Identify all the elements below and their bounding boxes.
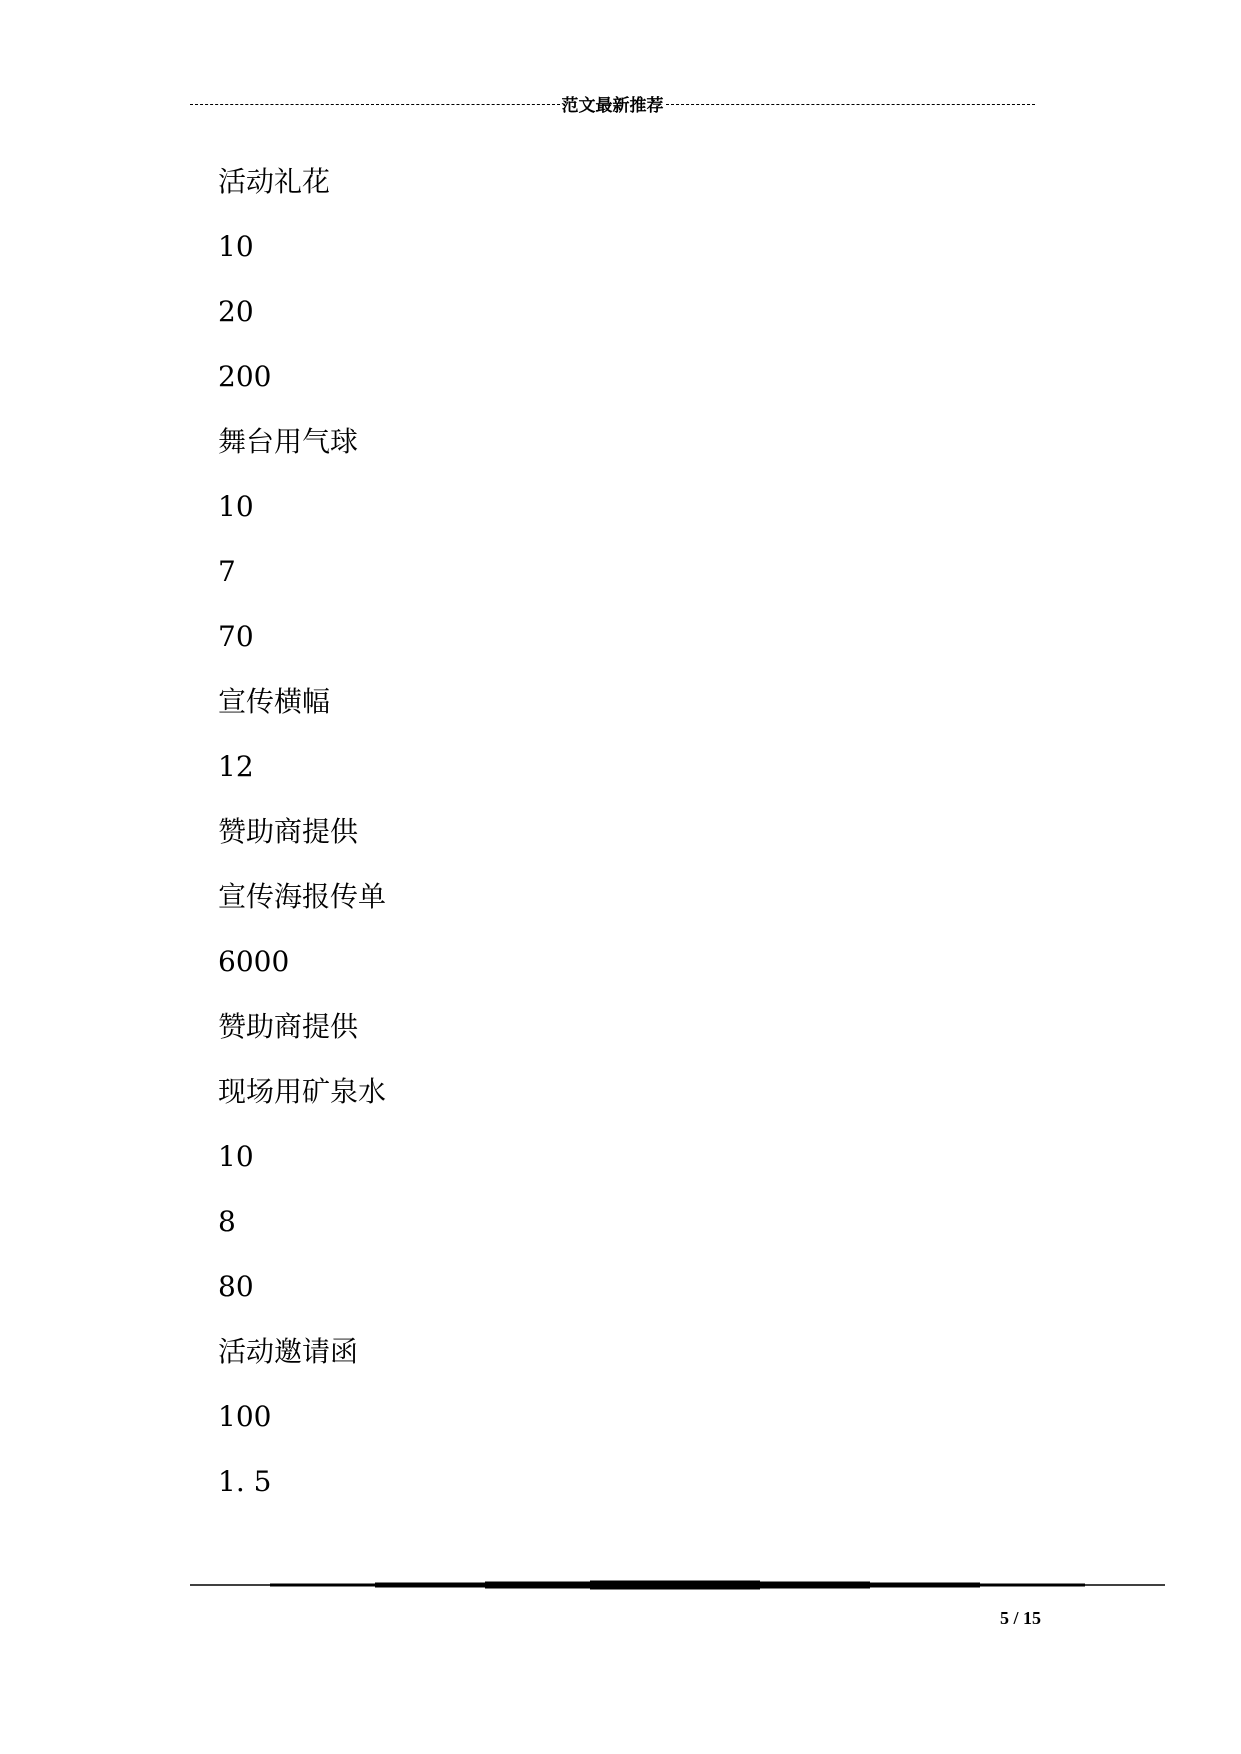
- body-line: 赞助商提供: [218, 1010, 359, 1043]
- body-line: 12: [218, 750, 254, 783]
- body-line: 赞助商提供: [218, 815, 359, 848]
- footer-rule-graphic: [190, 1580, 1165, 1592]
- page-number: 5 / 15: [1000, 1608, 1042, 1628]
- body-line: 80: [218, 1270, 254, 1303]
- header-title: 范文最新推荐: [561, 95, 664, 115]
- body-line: 活动邀请函: [218, 1335, 359, 1368]
- body-line: 200: [218, 360, 272, 393]
- body-line: 现场用矿泉水: [218, 1075, 387, 1108]
- body-line: 7: [218, 555, 236, 588]
- body-line: 6000: [218, 945, 290, 978]
- body-line: 10: [218, 230, 254, 263]
- body-line: 10: [218, 1140, 254, 1173]
- footer-rule: [190, 1580, 1165, 1592]
- body-line: 8: [218, 1205, 236, 1238]
- body-line: 宣传横幅: [218, 685, 331, 718]
- body-line: 宣传海报传单: [218, 880, 387, 913]
- header-dashes-left: [190, 104, 560, 105]
- body-line: 活动礼花: [218, 165, 331, 198]
- body-line: 1. 5: [218, 1465, 272, 1498]
- header-dashes-right: [666, 104, 1036, 105]
- body-line: 舞台用气球: [218, 425, 359, 458]
- body-line: 70: [218, 620, 254, 653]
- body-line: 10: [218, 490, 254, 523]
- body-line: 20: [218, 295, 254, 328]
- document-body: [218, 158, 1018, 1523]
- page-header: [190, 90, 1035, 116]
- body-line: 100: [218, 1400, 272, 1433]
